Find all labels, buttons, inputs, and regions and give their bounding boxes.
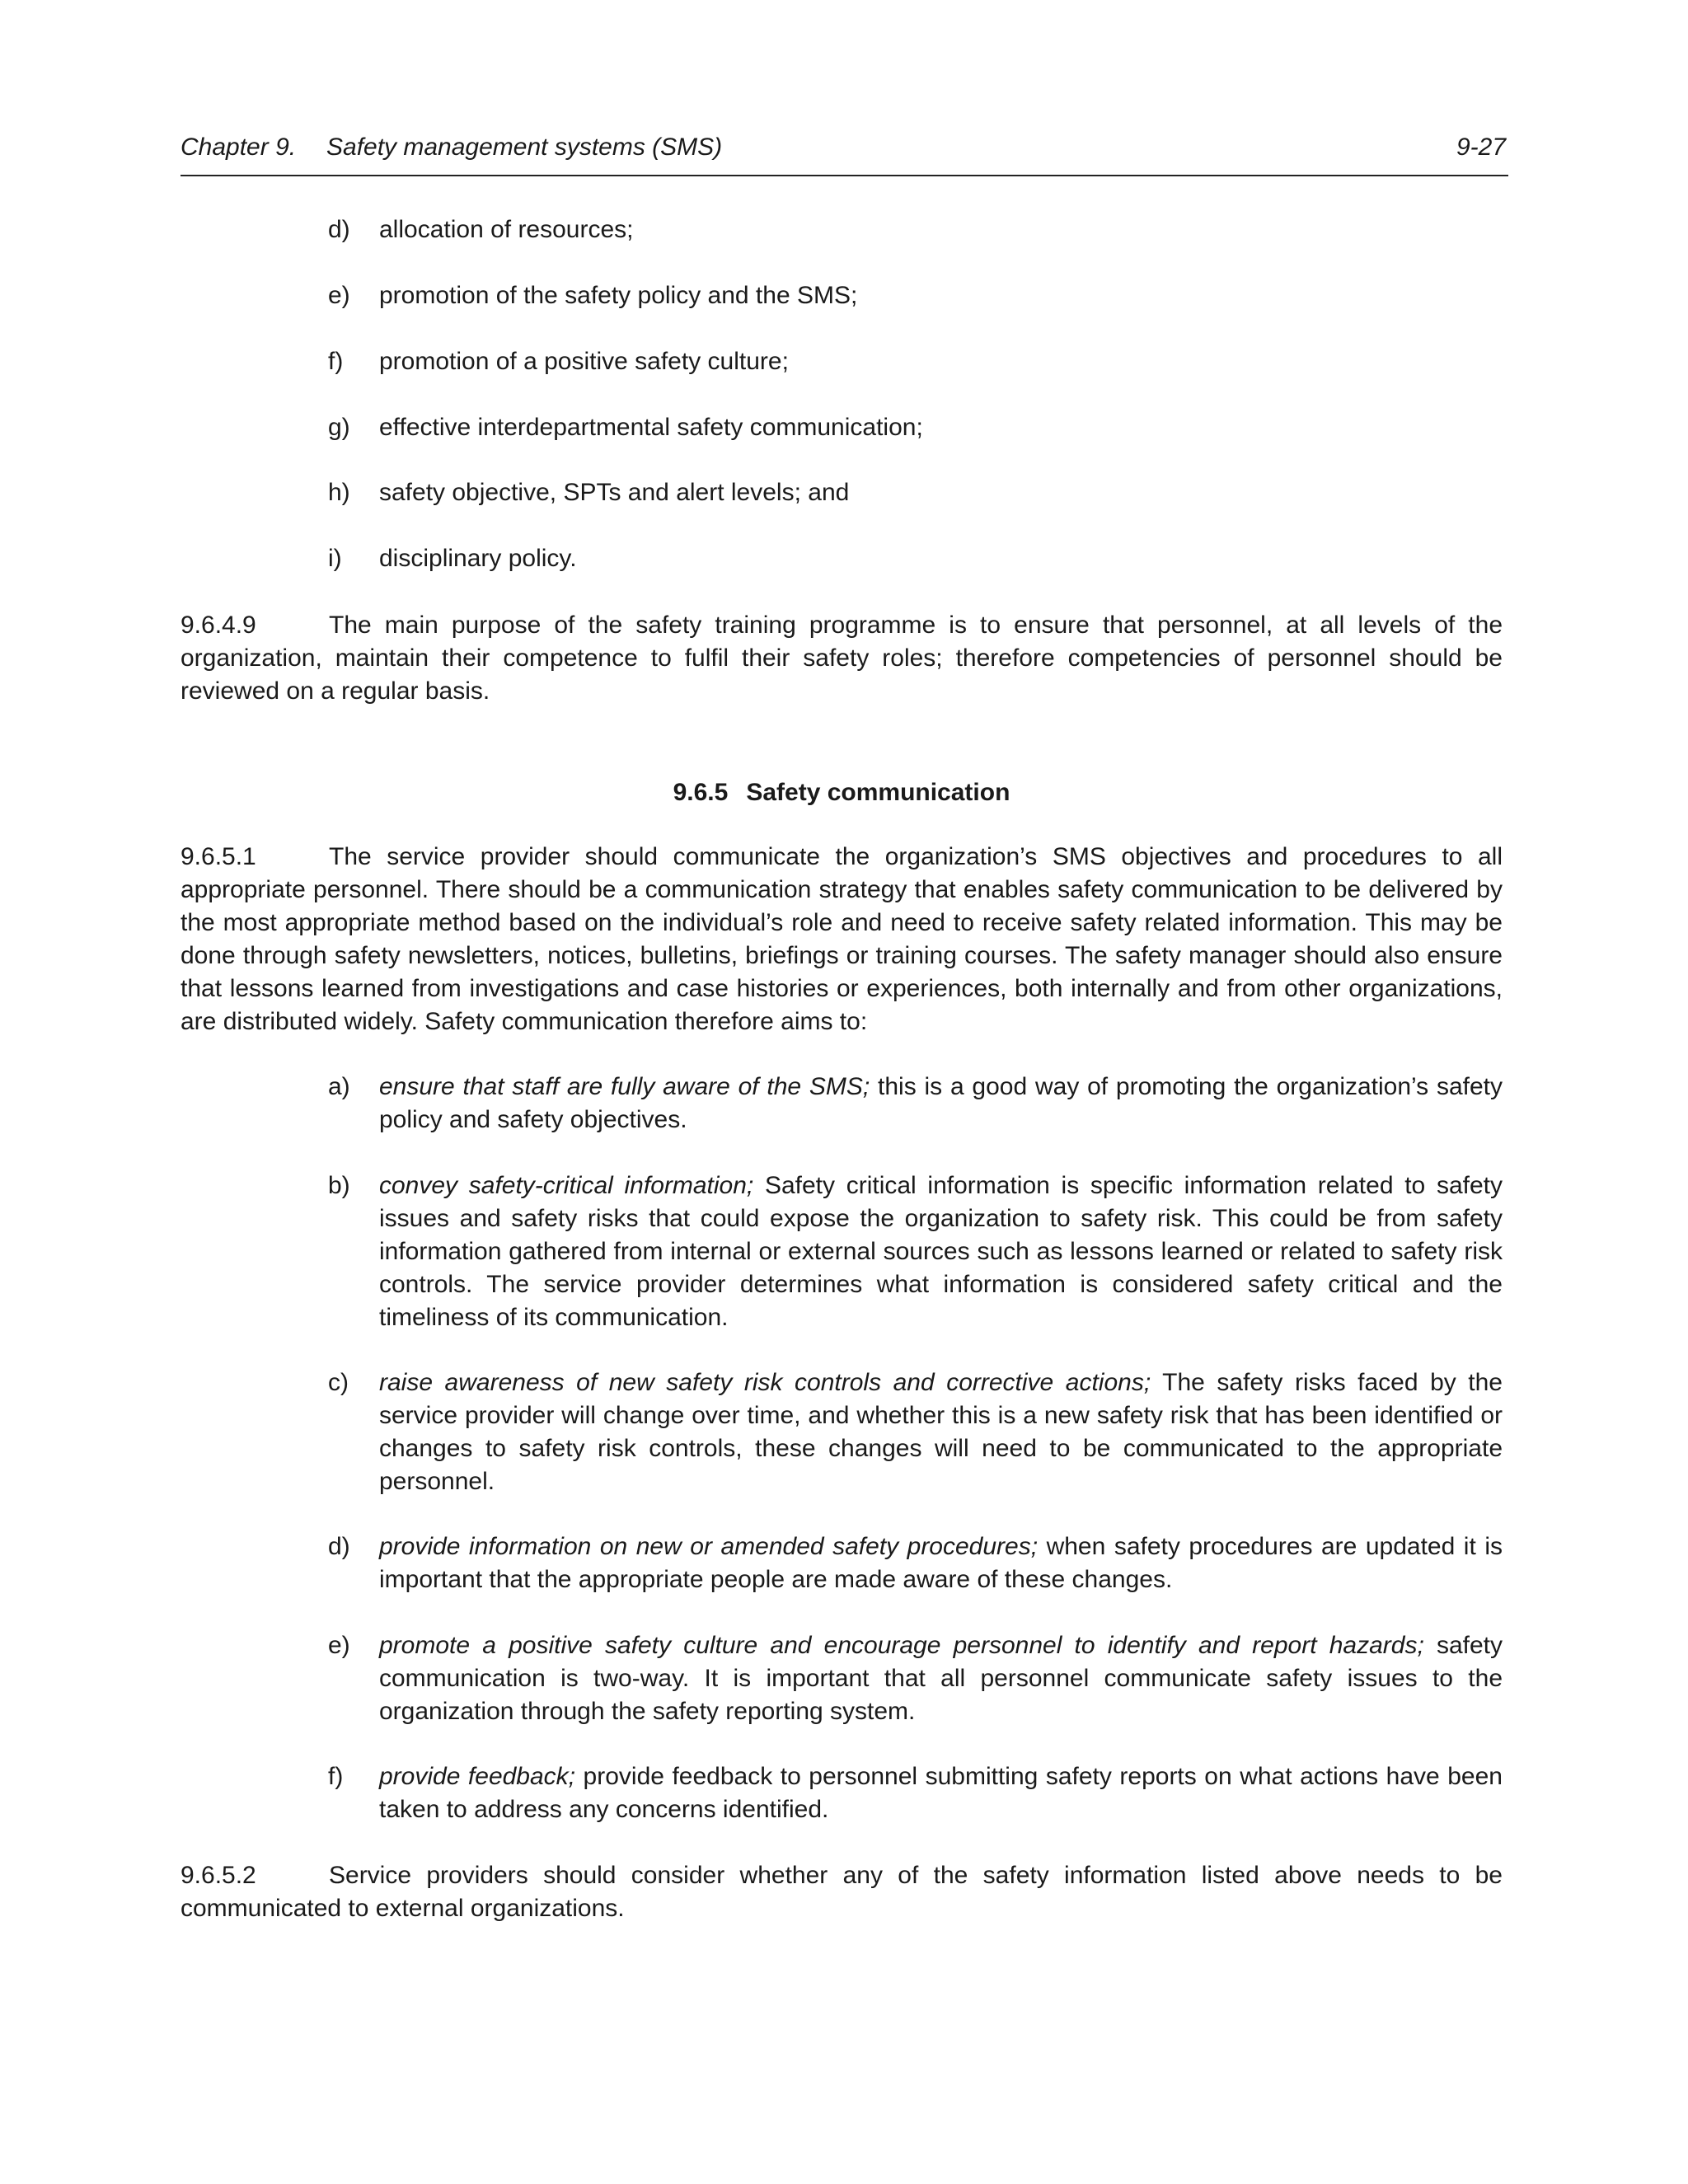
paragraph-number: 9.6.4.9: [181, 612, 256, 639]
list-item-lead: promote a positive safety culture and encourage personnel to identify and report hazards;: [379, 1632, 1424, 1659]
paragraph-9-6-4-9: [181, 609, 1503, 708]
chapter-title: Safety management systems (SMS): [326, 134, 723, 161]
list-marker: b): [328, 1172, 350, 1199]
list-item-lead: raise awareness of new safety risk controls and corrective actions;: [379, 1369, 1151, 1396]
list-item: [328, 1530, 1503, 1596]
list-marker: a): [328, 1073, 350, 1100]
list-item-text: disciplinary policy.: [379, 545, 577, 572]
list-item-lead: ensure that staff are fully aware of the SMS;: [379, 1073, 870, 1100]
list-item-text: promotion of the safety policy and the SMS;: [379, 282, 858, 309]
list-marker: d): [328, 216, 350, 243]
list-item: [328, 411, 1503, 444]
list-marker: h): [328, 479, 350, 506]
list-item-body: [379, 1169, 1503, 1334]
paragraph-number: 9.6.5.2: [181, 1862, 256, 1889]
paragraph-text: Service providers should consider whether any of the safety information listed above needs to be communicated to external organizations.: [181, 1862, 1503, 1922]
list-item-text: safety communication is two-way. It is important that all personnel communicate safety issues to the organization through the safety reporting system.: [379, 1632, 1503, 1725]
list-item-text: effective interdepartmental safety communication;: [379, 414, 923, 441]
list-item-lead: convey safety-critical information;: [379, 1172, 754, 1199]
list-item-text: provide feedback to personnel submitting safety reports on what actions have been taken to address any concerns identified.: [379, 1763, 1503, 1823]
list-item-text: safety objective, SPTs and alert levels; and: [379, 479, 850, 506]
list-item: [328, 1760, 1503, 1826]
list-marker: i): [328, 545, 342, 572]
list-item-body: [379, 1366, 1503, 1498]
list-item: [328, 345, 1503, 378]
list-marker: d): [328, 1533, 350, 1560]
section-heading: [181, 776, 1503, 809]
list-item: [328, 476, 1503, 509]
paragraph-9-6-5-2: [181, 1859, 1503, 1925]
list-item-body: [379, 1629, 1503, 1728]
list-marker: c): [328, 1369, 349, 1396]
list-item-body: [379, 1071, 1503, 1137]
chapter-heading: [181, 134, 722, 162]
list-item: [328, 1169, 1503, 1334]
list-item-text: when safety procedures are updated it is important that the appropriate people are made aware of these changes.: [379, 1533, 1503, 1593]
paragraph-text: The service provider should communicate the organization’s SMS objectives and procedures to all appropriate personnel. There should be a communication strategy that enables safety communication to be delivered by the most appropriate method based on the individual’s role and need to receive safety related information. This may be done through safety newsletters, notices, bulletins, briefings or training courses. The safety manager should also ensure that lessons learned from investigations and case histories or experiences, both internally and from other organizations, are distributed widely. Safety communication therefore aims to:: [181, 843, 1503, 1035]
list-marker: g): [328, 414, 350, 441]
paragraph-text: The main purpose of the safety training programme is to ensure that personnel, at all levels of the organization, maintain their competence to fulfil their safety roles; therefore competencies of personnel should be reviewed on a regular basis.: [181, 612, 1503, 705]
running-header: [181, 132, 1508, 176]
paragraph-number: 9.6.5.1: [181, 843, 256, 870]
list-item: [328, 542, 1503, 575]
section-number: 9.6.5: [673, 779, 729, 806]
list-item-text: this is a good way of promoting the organization’s safety policy and safety objectives.: [379, 1073, 1503, 1133]
list-item: [328, 213, 1503, 246]
list-item-body: [379, 1530, 1503, 1596]
paragraph-9-6-5-1: [181, 841, 1503, 1038]
list-item-lead: provide information on new or amended safety procedures;: [379, 1533, 1039, 1560]
page-number: 9-27: [1456, 134, 1506, 161]
list-marker: e): [328, 1632, 350, 1659]
list-item-text: promotion of a positive safety culture;: [379, 348, 789, 375]
chapter-number: Chapter 9.: [181, 134, 297, 161]
list-marker: f): [328, 348, 344, 375]
list-item-text: allocation of resources;: [379, 216, 634, 243]
list-item-lead: provide feedback;: [379, 1763, 576, 1790]
list-item: [328, 1629, 1503, 1728]
list-marker: e): [328, 282, 350, 309]
list-item-text: The safety risks faced by the service provider will change over time, and whether this is a new safety risk that has been identified or changes to safety risk controls, these changes will need to be communicated to the appropriate personnel.: [379, 1369, 1503, 1495]
list-item-text: Safety critical information is specific information related to safety issues and safety risks that could expose the organization to safety risk. This could be from safety information gathered from internal or external sources such as lessons learned or related to safety risk controls. The service provider determines what information is considered safety critical and the timeliness of its communication.: [379, 1172, 1503, 1331]
list-item: [328, 1366, 1503, 1498]
list-item-body: [379, 1760, 1503, 1826]
list-item: [328, 1071, 1503, 1137]
section-title: Safety communication: [746, 779, 1010, 806]
list-marker: f): [328, 1763, 344, 1790]
list-item: [328, 279, 1503, 312]
